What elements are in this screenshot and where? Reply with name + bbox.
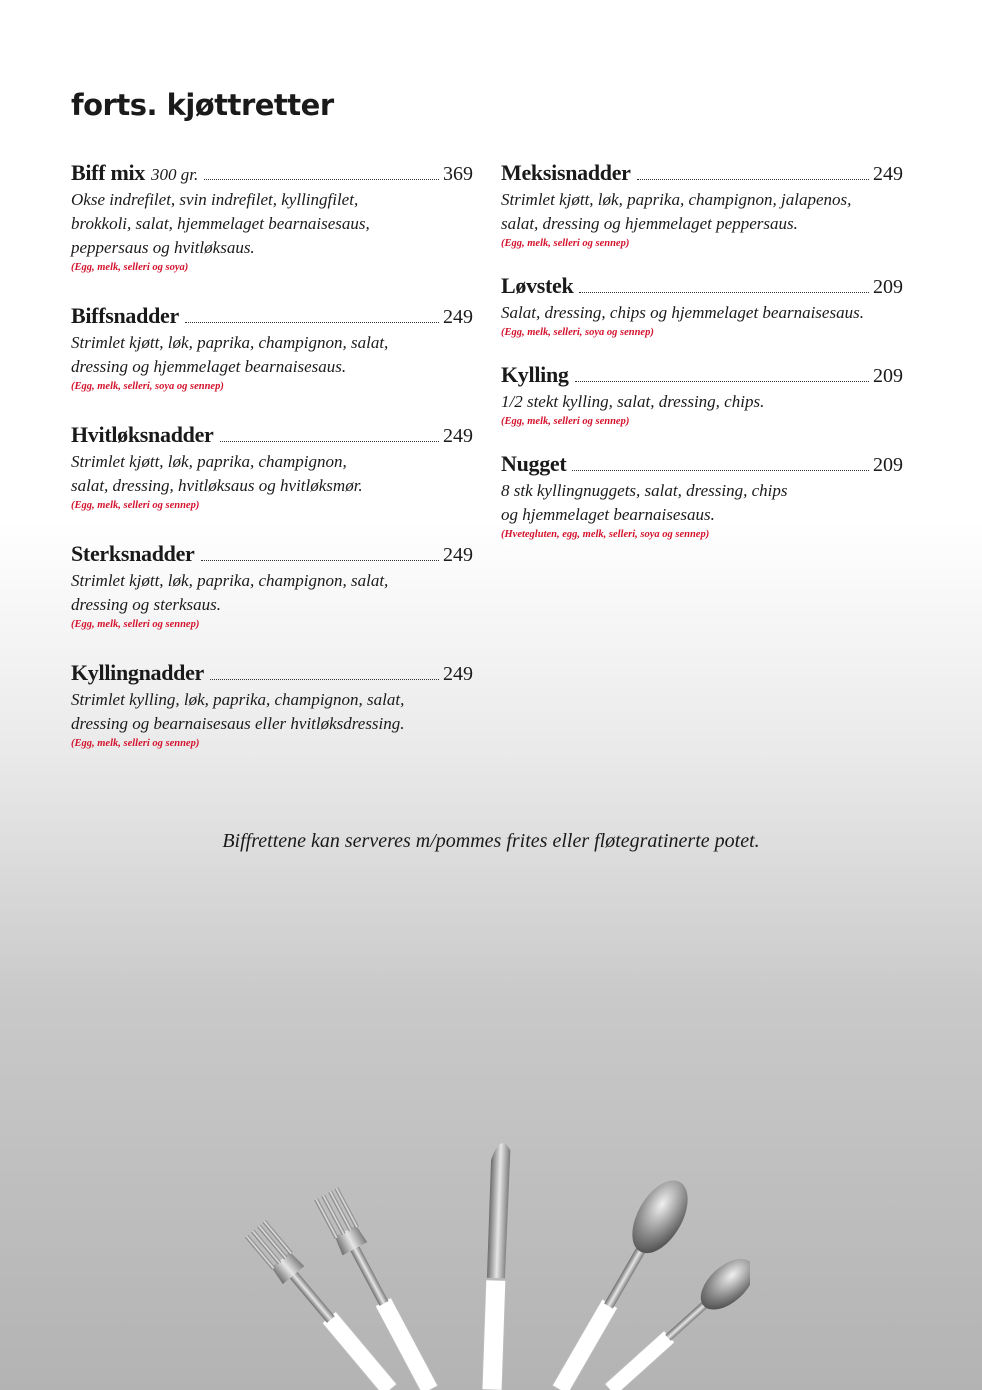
description-line: Salat, dressing, chips og hjemmelaget bearnaisesaus. (501, 303, 864, 322)
allergen-note: (Egg, melk, selleri og sennep) (71, 738, 200, 749)
description-line: 8 stk kyllingnuggets, salat, dressing, chips (501, 481, 788, 500)
dish-description (501, 188, 903, 236)
allergen-note: (Egg, melk, selleri og sennep) (71, 500, 200, 511)
menu-item (71, 541, 473, 630)
menu-item-header (71, 160, 473, 186)
serving-note: Biffrettene kan serveres m/pommes frites eller fløtegratinerte potet. (222, 830, 760, 852)
description-line: salat, dressing og hjemmelaget peppersaus. (501, 214, 798, 233)
dish-description (71, 569, 473, 617)
knife (482, 1143, 511, 1390)
dish-price: 249 (443, 306, 473, 328)
fork-center (313, 1187, 442, 1390)
description-line: Strimlet kjøtt, løk, paprika, champignon, jalapenos, (501, 190, 852, 209)
description-line: dressing og hjemmelaget bearnaisesaus. (71, 357, 347, 376)
dish-name: Løvstek (501, 273, 574, 298)
dish-name: Meksisnadder (501, 160, 631, 185)
allergen-note: (Egg, melk, selleri og soya) (71, 262, 189, 273)
allergen-note: (Egg, melk, selleri og sennep) (501, 238, 630, 249)
description-line: Strimlet kjøtt, løk, paprika, champignon, salat, (71, 333, 389, 352)
description-line: Strimlet kylling, løk, paprika, champignon, salat, (71, 690, 405, 709)
dish-name: Hvitløksnadder (71, 422, 214, 447)
dish-weight: 300 gr. (150, 165, 199, 184)
dish-description (501, 390, 903, 414)
menu-item-header (501, 273, 903, 299)
allergen-note: (Egg, melk, selleri og sennep) (71, 619, 200, 630)
dish-name: Biffsnadder (71, 303, 179, 328)
dot-leader (220, 440, 440, 442)
dish-name: Nugget (501, 451, 567, 476)
cutlery-illustration (230, 1130, 750, 1390)
dish-name: Sterksnadder (71, 541, 195, 566)
description-line: peppersaus og hvitløksaus. (71, 238, 255, 257)
allergen-note: (Egg, melk, selleri, soya og sennep) (501, 327, 654, 338)
dish-name: Kylling (501, 362, 569, 387)
dish-name: Kyllingnadder (71, 660, 205, 685)
menu-item (501, 273, 903, 338)
dot-leader (579, 291, 869, 293)
spoon-small (598, 1249, 750, 1390)
menu-item (501, 451, 903, 540)
menu-item-header (501, 160, 903, 186)
menu-column-left (71, 160, 473, 779)
dot-leader (204, 178, 439, 180)
menu-item-header (501, 362, 903, 388)
dish-name: Biff mix (71, 160, 145, 185)
dish-price: 249 (443, 425, 473, 447)
menu-column-right (501, 160, 903, 564)
menu-item-header (71, 660, 473, 686)
menu-item-header (71, 303, 473, 329)
menu-item (71, 422, 473, 511)
allergen-note: (Egg, melk, selleri og sennep) (501, 416, 630, 427)
menu-item-header (71, 541, 473, 567)
dish-description (71, 688, 473, 736)
description-line: dressing og bearnaisesaus eller hvitløksdressing. (71, 714, 405, 733)
dish-price: 369 (443, 163, 473, 185)
dish-price: 249 (443, 544, 473, 566)
dish-price: 209 (873, 454, 903, 476)
allergen-note: (Egg, melk, selleri, soya og sennep) (71, 381, 224, 392)
description-line: brokkoli, salat, hjemmelaget bearnaisesaus, (71, 214, 370, 233)
dish-description (71, 188, 473, 260)
allergen-note: (Hvetegluten, egg, melk, selleri, soya og sennep) (501, 529, 710, 540)
page-title: forts. kjøttretter (71, 88, 334, 122)
menu-item (71, 660, 473, 749)
dish-price: 249 (443, 663, 473, 685)
dish-price: 209 (873, 365, 903, 387)
dot-leader (185, 321, 439, 323)
dish-price: 249 (873, 163, 903, 185)
description-line: salat, dressing, hvitløksaus og hvitløksmør. (71, 476, 363, 495)
dot-leader (575, 380, 869, 382)
dish-description (501, 301, 903, 325)
dish-price: 209 (873, 276, 903, 298)
dot-leader (572, 469, 869, 471)
spoon-large (541, 1171, 699, 1390)
dot-leader (637, 178, 869, 180)
dot-leader (210, 678, 439, 680)
menu-item (501, 362, 903, 427)
description-line: og hjemmelaget bearnaisesaus. (501, 505, 715, 524)
description-line: Strimlet kjøtt, løk, paprika, champignon, (71, 452, 347, 471)
dish-description (71, 450, 473, 498)
dot-leader (201, 559, 439, 561)
description-line: Strimlet kjøtt, løk, paprika, champignon, salat, (71, 571, 389, 590)
menu-item (501, 160, 903, 249)
dish-description (501, 479, 903, 527)
menu-item-header (71, 422, 473, 448)
menu-item (71, 160, 473, 273)
menu-item (71, 303, 473, 392)
dish-description (71, 331, 473, 379)
description-line: Okse indrefilet, svin indrefilet, kyllingfilet, (71, 190, 359, 209)
description-line: 1/2 stekt kylling, salat, dressing, chips. (501, 392, 765, 411)
description-line: dressing og sterksaus. (71, 595, 222, 614)
menu-item-header (501, 451, 903, 477)
